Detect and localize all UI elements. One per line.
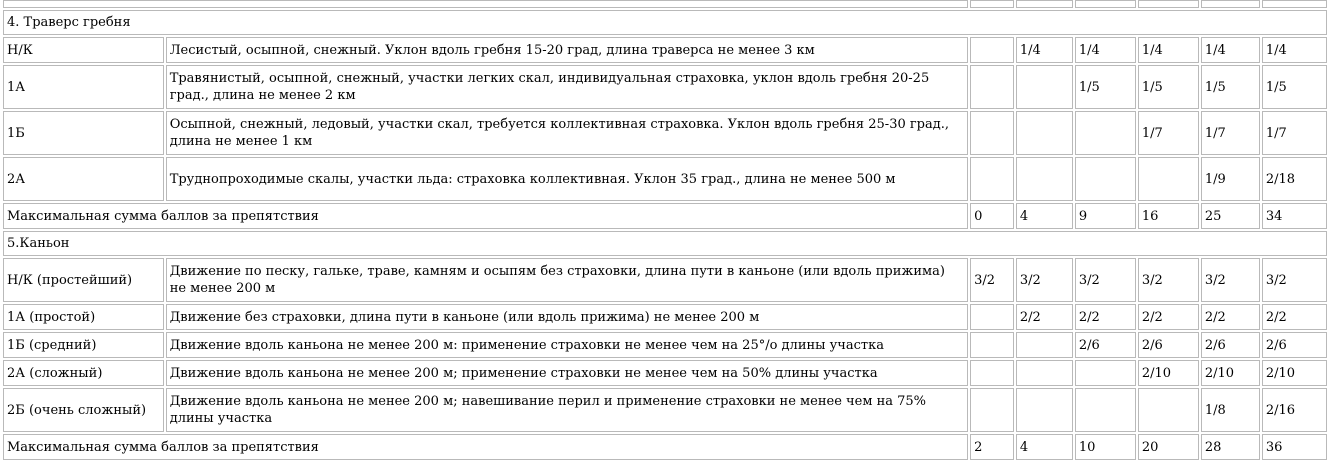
points-cell: 3/2: [1016, 258, 1073, 302]
points-cell: 2/16: [1262, 388, 1327, 432]
points-cell: [1016, 332, 1073, 358]
stub-cell: [970, 0, 1014, 8]
stub-cell: [1138, 0, 1199, 8]
total-label: Максимальная сумма баллов за препятствия: [3, 203, 968, 229]
table-row: [3, 157, 1327, 201]
category-cell: 1А (простой): [3, 304, 164, 330]
stub-cell: [3, 0, 968, 8]
points-cell: 2/6: [1075, 332, 1136, 358]
description-cell: Труднопроходимые скалы, участки льда: страховка коллективная. Уклон 35 град., длина не менее 500 м: [166, 157, 968, 201]
table-row: [3, 37, 1327, 63]
points-cell: 1/4: [1075, 37, 1136, 63]
points-cell: 1/7: [1138, 111, 1199, 155]
category-cell: 1А: [3, 65, 164, 109]
section-title: 4. Траверс гребня: [3, 10, 1327, 35]
points-cell: [970, 37, 1014, 63]
total-cell: 9: [1075, 203, 1136, 229]
points-cell: 3/2: [970, 258, 1014, 302]
category-cell: Н/К: [3, 37, 164, 63]
points-cell: [1075, 111, 1136, 155]
description-cell: Лесистый, осыпной, снежный. Уклон вдоль гребня 15-20 град, длина траверса не менее 3 км: [166, 37, 968, 63]
points-cell: 2/10: [1201, 360, 1260, 386]
table-wrapper: [1, 0, 1329, 462]
table-row: [3, 360, 1327, 386]
points-cell: 2/6: [1138, 332, 1199, 358]
points-cell: 2/2: [1075, 304, 1136, 330]
total-cell: 20: [1138, 434, 1199, 460]
points-cell: 1/5: [1138, 65, 1199, 109]
points-cell: 1/7: [1201, 111, 1260, 155]
total-cell: 28: [1201, 434, 1260, 460]
table-row: [3, 388, 1327, 432]
points-cell: [970, 111, 1014, 155]
points-cell: 2/18: [1262, 157, 1327, 201]
points-cell: 3/2: [1201, 258, 1260, 302]
previous-row-stub: [3, 0, 1327, 8]
stub-cell: [1262, 0, 1327, 8]
stub-cell: [1016, 0, 1073, 8]
category-cell: 2А: [3, 157, 164, 201]
category-cell: Н/К (простейший): [3, 258, 164, 302]
points-cell: 2/6: [1201, 332, 1260, 358]
points-cell: 2/6: [1262, 332, 1327, 358]
description-cell: Движение без страховки, длина пути в каньоне (или вдоль прижима) не менее 200 м: [166, 304, 968, 330]
points-cell: [1016, 388, 1073, 432]
points-cell: 1/4: [1138, 37, 1199, 63]
description-cell: Травянистый, осыпной, снежный, участки легких скал, индивидуальная страховка, уклон вдоль гребня 20-25 град., длина не менее 2 км: [166, 65, 968, 109]
total-cell: 2: [970, 434, 1014, 460]
points-cell: [1075, 157, 1136, 201]
points-cell: [1016, 157, 1073, 201]
points-cell: 1/5: [1262, 65, 1327, 109]
total-cell: 36: [1262, 434, 1327, 460]
points-cell: [1016, 111, 1073, 155]
points-cell: [970, 304, 1014, 330]
table-row: [3, 332, 1327, 358]
points-cell: [1016, 65, 1073, 109]
description-cell: Движение по песку, гальке, траве, камням и осыпям без страховки, длина пути в каньоне (или вдоль прижима) не менее 200 м: [166, 258, 968, 302]
points-cell: 1/4: [1201, 37, 1260, 63]
points-cell: [1016, 360, 1073, 386]
total-cell: 34: [1262, 203, 1327, 229]
total-cell: 4: [1016, 434, 1073, 460]
points-cell: 2/10: [1138, 360, 1199, 386]
total-cell: 4: [1016, 203, 1073, 229]
table-row: [3, 258, 1327, 302]
obstacle-points-table: [1, 0, 1329, 462]
points-cell: 3/2: [1138, 258, 1199, 302]
section-title: 5.Каньон: [3, 231, 1327, 256]
description-cell: Движение вдоль каньона не менее 200 м: применение страховки не менее чем на 25°/о длины участка: [166, 332, 968, 358]
points-cell: [1138, 388, 1199, 432]
total-row: [3, 434, 1327, 460]
points-cell: 1/9: [1201, 157, 1260, 201]
category-cell: 2А (сложный): [3, 360, 164, 386]
total-label: Максимальная сумма баллов за препятствия: [3, 434, 968, 460]
description-cell: Движение вдоль каньона не менее 200 м; применение страховки не менее чем на 50% длины участка: [166, 360, 968, 386]
category-cell: 1Б (средний): [3, 332, 164, 358]
points-cell: [970, 65, 1014, 109]
points-cell: [970, 332, 1014, 358]
table-row: [3, 65, 1327, 109]
points-cell: 2/2: [1016, 304, 1073, 330]
total-cell: 25: [1201, 203, 1260, 229]
category-cell: 1Б: [3, 111, 164, 155]
points-cell: 2/2: [1138, 304, 1199, 330]
points-cell: 1/4: [1016, 37, 1073, 63]
description-cell: Осыпной, снежный, ледовый, участки скал, требуется коллективная страховка. Уклон вдоль гребня 25-30 град., длина не менее 1 км: [166, 111, 968, 155]
points-cell: 3/2: [1075, 258, 1136, 302]
points-cell: 1/5: [1201, 65, 1260, 109]
total-row: [3, 203, 1327, 229]
description-cell: Движение вдоль каньона не менее 200 м; навешивание перил и применение страховки не менее чем на 75% длины участка: [166, 388, 968, 432]
points-cell: 2/2: [1262, 304, 1327, 330]
points-cell: [1138, 157, 1199, 201]
points-cell: [970, 157, 1014, 201]
section-header-row: [3, 10, 1327, 35]
total-cell: 16: [1138, 203, 1199, 229]
points-cell: 1/4: [1262, 37, 1327, 63]
category-cell: 2Б (очень сложный): [3, 388, 164, 432]
points-cell: 3/2: [1262, 258, 1327, 302]
points-cell: 1/7: [1262, 111, 1327, 155]
table-body: [3, 0, 1327, 460]
total-cell: 10: [1075, 434, 1136, 460]
stub-cell: [1075, 0, 1136, 8]
total-cell: 0: [970, 203, 1014, 229]
points-cell: 2/2: [1201, 304, 1260, 330]
points-cell: [970, 388, 1014, 432]
stub-cell: [1201, 0, 1260, 8]
points-cell: 1/5: [1075, 65, 1136, 109]
points-cell: 1/8: [1201, 388, 1260, 432]
points-cell: [1075, 360, 1136, 386]
section-header-row: [3, 231, 1327, 256]
table-row: [3, 111, 1327, 155]
points-cell: [1075, 388, 1136, 432]
points-cell: 2/10: [1262, 360, 1327, 386]
points-cell: [970, 360, 1014, 386]
table-row: [3, 304, 1327, 330]
